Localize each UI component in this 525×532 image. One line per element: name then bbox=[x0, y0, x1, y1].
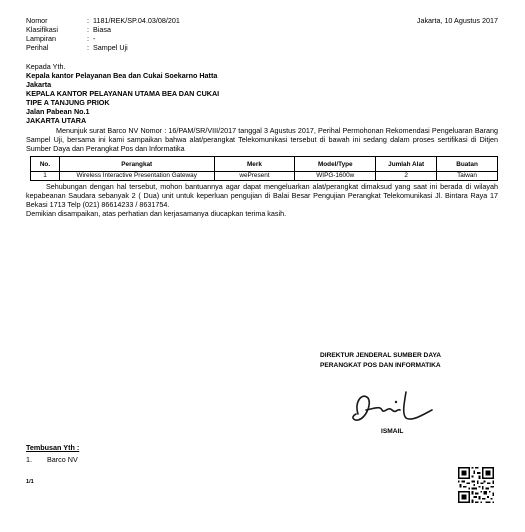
field-value-nomor: 1181/REK/SP.04.03/08/201 bbox=[93, 16, 180, 25]
cell-buatan: Taiwan bbox=[437, 172, 498, 181]
table-header-row bbox=[31, 157, 498, 172]
recipient-line: JAKARTA UTARA bbox=[26, 116, 87, 125]
col-header-perangkat: Perangkat bbox=[59, 157, 214, 172]
field-value-perihal: Sampel Uji bbox=[93, 43, 128, 52]
field-colon: : bbox=[87, 43, 89, 52]
field-colon: : bbox=[87, 34, 89, 43]
qr-code-icon bbox=[458, 467, 494, 503]
field-label-nomor: Nomor bbox=[26, 16, 48, 25]
field-colon: : bbox=[87, 16, 89, 25]
signatory-title-2: PERANGKAT POS DAN INFORMATIKA bbox=[320, 362, 441, 369]
cc-item-number: 1. bbox=[26, 455, 32, 464]
recipient-line: Jakarta bbox=[26, 80, 52, 89]
field-colon: : bbox=[87, 25, 89, 34]
col-header-model: Model/Type bbox=[295, 157, 376, 172]
recipient-greeting: Kepada Yth. bbox=[26, 62, 66, 71]
col-header-merk: Merk bbox=[214, 157, 295, 172]
items-table bbox=[30, 156, 498, 181]
recipient-line: KEPALA KANTOR PELAYANAN UTAMA BEA DAN CUKAI bbox=[26, 89, 220, 98]
cell-perangkat: Wireless Interactive Presentation Gateway bbox=[59, 172, 214, 181]
page-number: 1/1 bbox=[26, 479, 34, 485]
recipient-line: Kepala kantor Pelayanan Bea dan Cukai Soekarno Hatta bbox=[26, 71, 218, 80]
col-header-jumlah: Jumlah Alat bbox=[376, 157, 437, 172]
field-label-klasifikasi: Klasifikasi bbox=[26, 25, 58, 34]
recipient-line: TIPE A TANJUNG PRIOK bbox=[26, 98, 110, 107]
field-label-lampiran: Lampiran bbox=[26, 34, 56, 43]
handwritten-signature bbox=[336, 384, 436, 426]
cell-jumlah: 2 bbox=[376, 172, 437, 181]
place-date: Jakarta, 10 Agustus 2017 bbox=[416, 16, 498, 25]
body-paragraph-2: Sehubungan dengan hal tersebut, mohon bantuannya agar dapat mengeluarkan alat/perangkat dimaksud yang saat ini berada di wilayah kepabeanan Saudara sebanyak 2 ( Dua) unit untuk keperluan pengujian di Balai Besar Pengujian Perangkat Telekomunikasi Jl. Bintara Raya 17 Bekasi 1713 Telp (021) 86614233 / 8631754. bbox=[26, 182, 498, 209]
field-value-lampiran: - bbox=[93, 34, 96, 43]
col-header-no: No. bbox=[31, 157, 60, 172]
cell-merk: wePresent bbox=[214, 172, 295, 181]
cell-no: 1 bbox=[31, 172, 60, 181]
cc-heading: Tembusan Yth : bbox=[26, 443, 80, 452]
col-header-buatan: Buatan bbox=[437, 157, 498, 172]
field-label-perihal: Perihal bbox=[26, 43, 49, 52]
body-paragraph-1: Menunjuk surat Barco NV Nomor : 16/PAM/SR/VIII/2017 tanggal 3 Agustus 2017, Perihal Permohonan Rekomendasi Pengeluaran Barang Sampel Uji, bersama ini kami sampaikan bahwa alat/perangkat Telekomunikasi tersebut di bawah ini sedang dalam proses sertifikasi di Ditjen Sumber Daya dan Perangkat Pos dan Informatika bbox=[26, 126, 498, 153]
field-value-klasifikasi: Biasa bbox=[93, 25, 111, 34]
cell-model: WIPG-1600w bbox=[295, 172, 376, 181]
cc-item-text: Barco NV bbox=[47, 455, 78, 464]
signatory-title-1: DIREKTUR JENDERAL SUMBER DAYA bbox=[320, 352, 442, 359]
table-row bbox=[31, 172, 498, 181]
signatory-name: ISMAIL bbox=[381, 428, 404, 435]
body-paragraph-3: Demikian disampaikan, atas perhatian dan kerjasamanya diucapkan terima kasih. bbox=[26, 209, 287, 218]
recipient-line: Jalan Pabean No.1 bbox=[26, 107, 90, 116]
